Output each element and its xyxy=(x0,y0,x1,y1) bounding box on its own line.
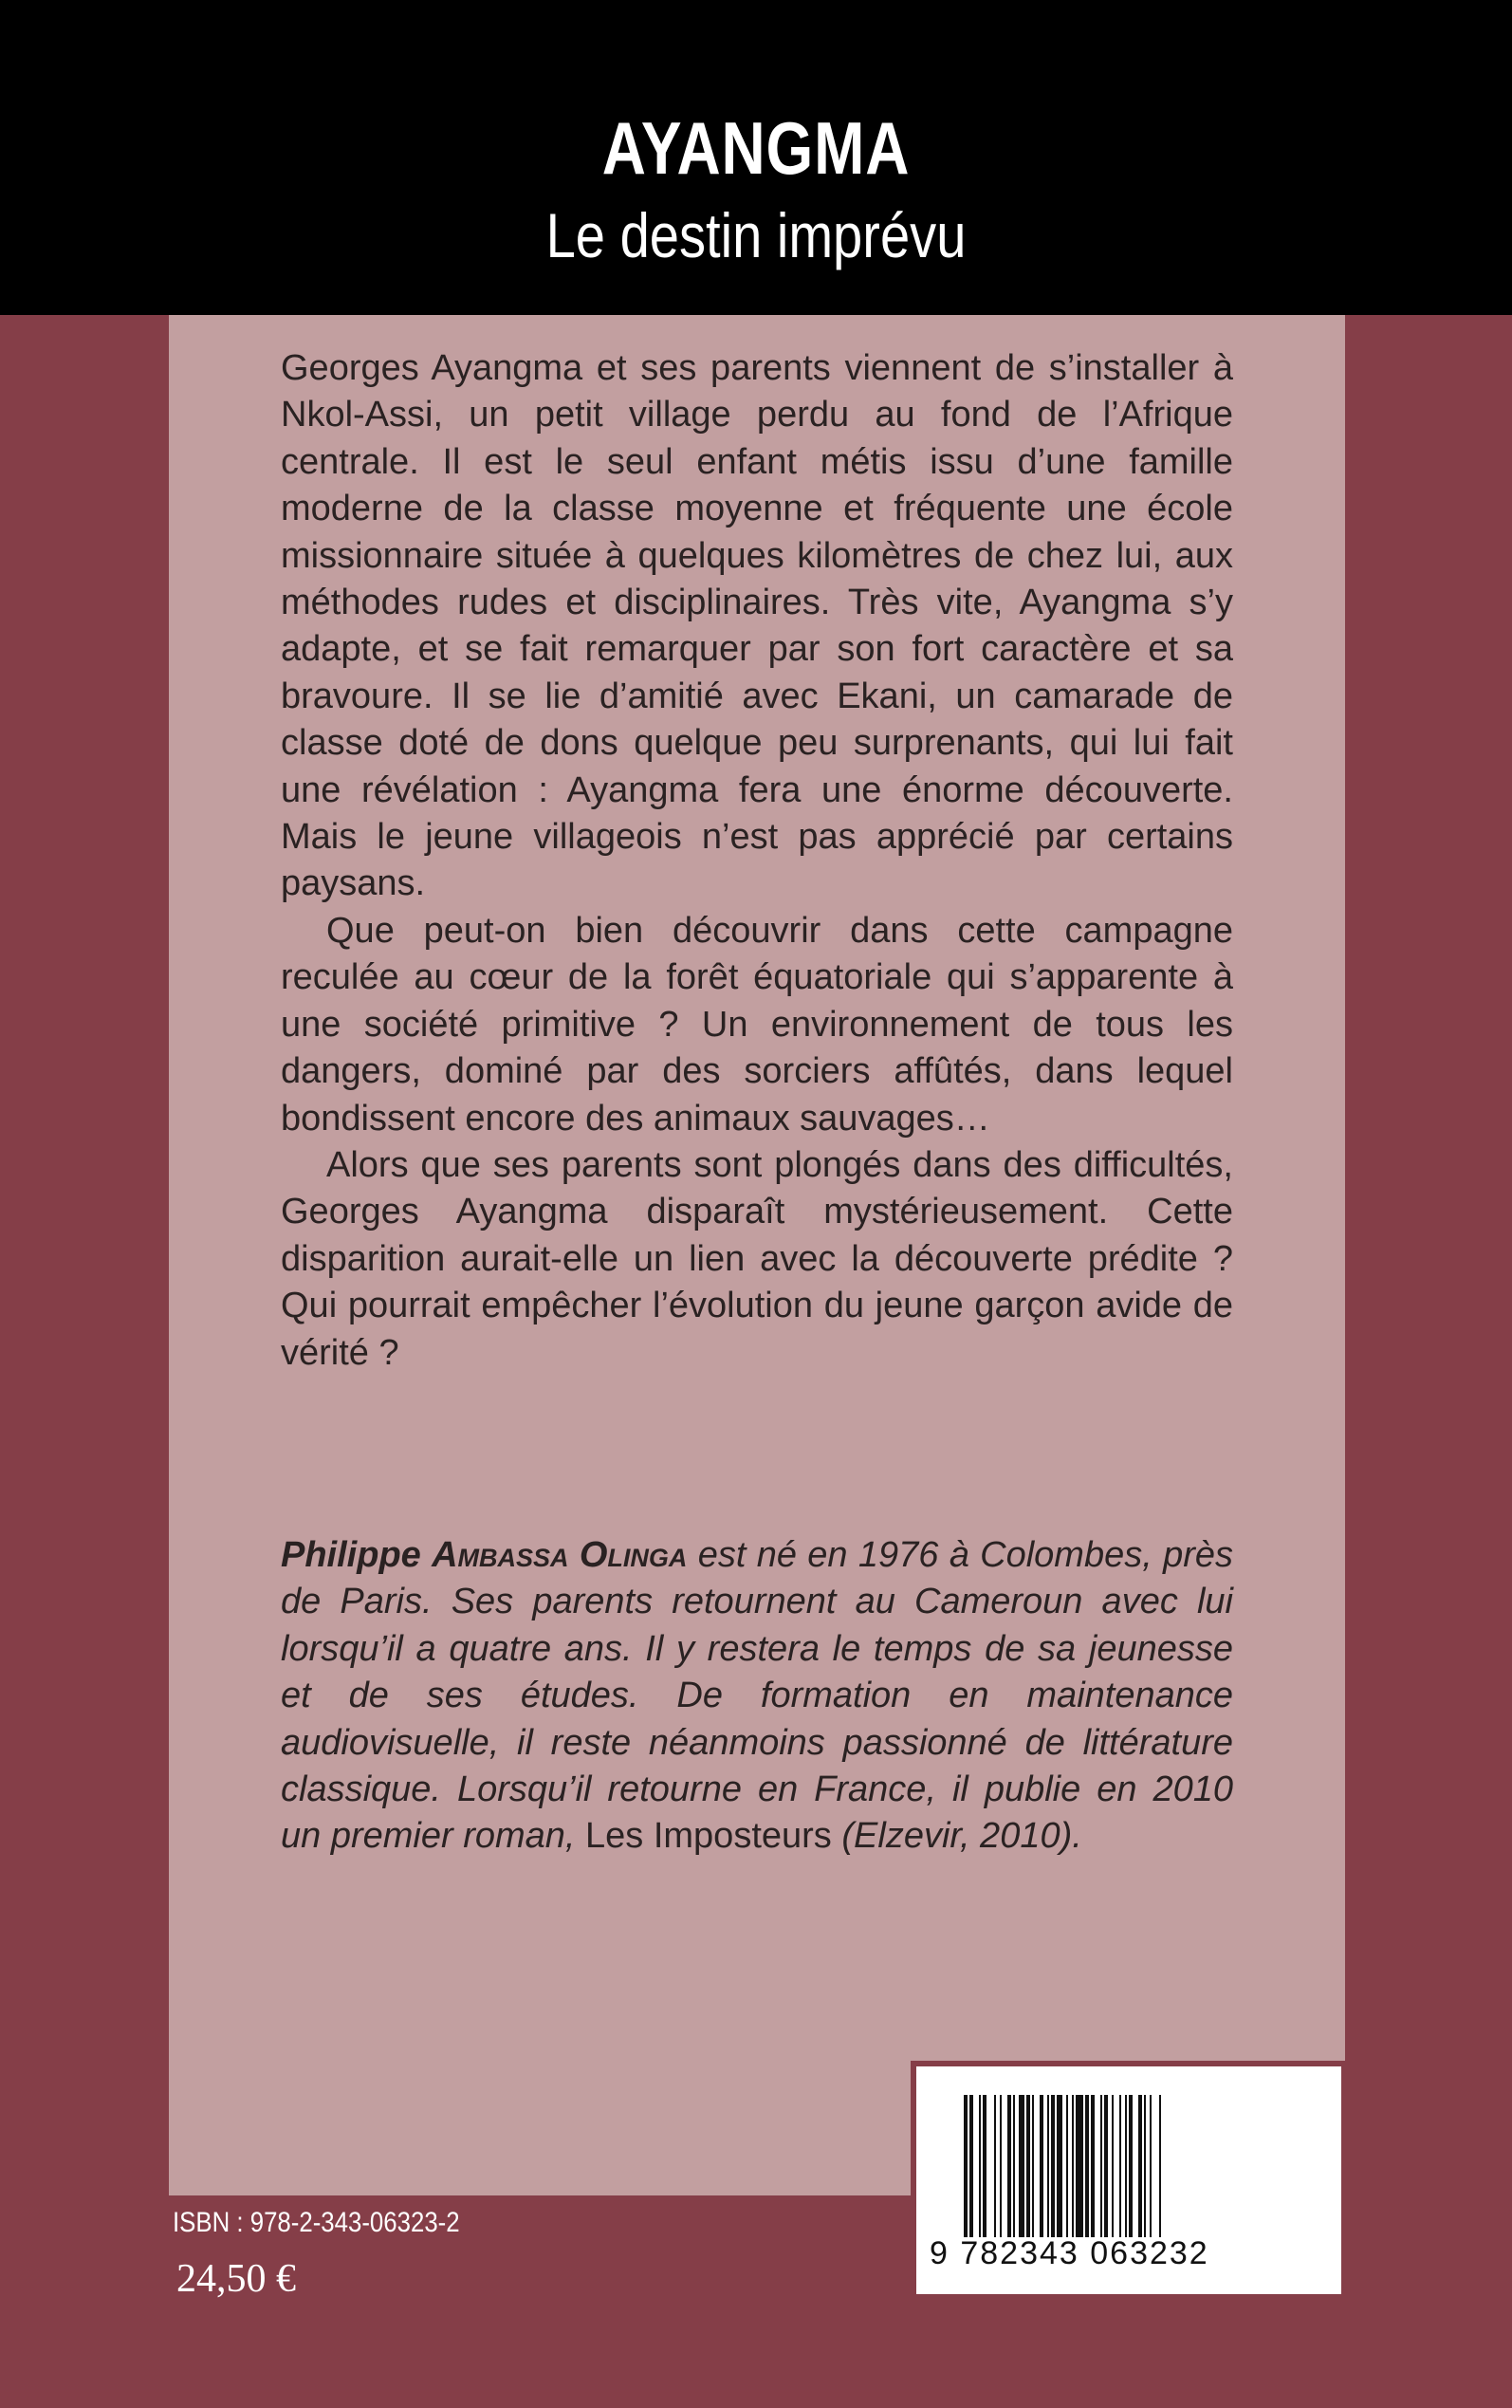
barcode-bar xyxy=(1040,2095,1043,2237)
back-cover-text xyxy=(281,345,1233,1897)
barcode-bar xyxy=(1085,2095,1089,2237)
summary-paragraph: Georges Ayangma et ses parents viennent de s’installer à Nkol-Assi, un petit village perdu au fond de l’Afrique centrale. Il est le seul enfant métis issu d’une famille moderne de la classe moyenne et fréquente une école missionnaire située à quelques kilomètres de chez lui, aux méthodes rudes et disciplinaires. Très vite, Ayangma s’y adapte, et se fait remarquer par son fort caractère et sa bravoure. Il se lie d’amitié avec Ekani, un camarade de classe doté de dons quelque peu surprenants, qui lui fait une révélation : Ayangma fera une énorme découverte. Mais le jeune villageois n’est pas apprécié par certains paysans. xyxy=(281,348,1233,904)
barcode-bar xyxy=(994,2095,996,2237)
barcode-bars xyxy=(964,2095,1305,2237)
barcode-bar xyxy=(1119,2095,1121,2237)
barcode-bar xyxy=(1047,2095,1049,2237)
barcode-bar xyxy=(964,2095,968,2237)
barcode-bar xyxy=(1159,2095,1161,2237)
bio-text-end: (Elzevir, 2010). xyxy=(831,1816,1082,1857)
book-subtitle: Le destin imprévu xyxy=(545,200,967,270)
barcode-bar xyxy=(1129,2095,1133,2237)
barcode xyxy=(911,2061,1347,2300)
isbn: ISBN : 978-2-343-06323-2 xyxy=(173,2207,460,2238)
barcode-bar xyxy=(1026,2095,1030,2237)
title-banner xyxy=(0,0,1512,315)
barcode-bar xyxy=(983,2095,986,2237)
barcode-bar xyxy=(1138,2095,1142,2237)
author-first-name: Philippe xyxy=(281,1534,421,1575)
barcode-bar xyxy=(1066,2095,1068,2237)
barcode-bar xyxy=(1019,2095,1024,2237)
barcode-bar xyxy=(1000,2095,1002,2237)
author-name xyxy=(281,1535,687,1575)
barcode-bar xyxy=(1072,2095,1074,2237)
barcode-bar xyxy=(1076,2095,1083,2237)
barcode-digits: 9 782343 063232 xyxy=(930,2235,1209,2271)
barcode-bar xyxy=(1007,2095,1011,2237)
barcode-bar xyxy=(1051,2095,1055,2237)
barcode-bar xyxy=(1057,2095,1062,2237)
author-bio xyxy=(281,1532,1233,1861)
summary-paragraph: Alors que ses parents sont plongés dans des difficultés, Georges Ayangma disparaît mystérieusement. Cette disparition aurait-elle un lien avec la découverte prédite ? Qui pourrait empêcher l’évolution du jeune garçon avide de vérité ? xyxy=(281,1144,1233,1373)
barcode-bar xyxy=(1091,2095,1095,2237)
barcode-bar xyxy=(969,2095,973,2237)
barcode-bar xyxy=(1125,2095,1127,2237)
previous-book-title: Les Imposteurs xyxy=(585,1816,832,1857)
barcode-bar xyxy=(979,2095,981,2237)
barcode-bar xyxy=(1150,2095,1152,2237)
barcode-bar xyxy=(1144,2095,1146,2237)
price: 24,50 € xyxy=(176,2257,296,2301)
barcode-bar xyxy=(1013,2095,1015,2237)
barcode-bar xyxy=(1032,2095,1034,2237)
barcode-bar xyxy=(1112,2095,1114,2237)
barcode-bar xyxy=(1100,2095,1102,2237)
bio-text: est né en 1976 à Colombes, près de Paris. Ses parents retournent au Cameroun avec lui lorsqu’il a quatre ans. Il y restera le temps de sa jeunesse et de ses études. De formation en maintenance audiovisuelle, il reste néanmoins passionné de littérature classique. Lorsqu’il retourne en France, il publie en 2010 un premier roman, xyxy=(281,1534,1234,1857)
book-title: AYANGMA xyxy=(601,106,911,190)
author-last-name: Ambassa Olinga xyxy=(432,1534,688,1575)
summary-paragraph: Que peut-on bien découvrir dans cette campagne reculée au cœur de la forêt équatoriale qui s’apparente à une société primitive ? Un environnement de tous les dangers, dominé par des sorciers affûtés, dans lequel bondissent encore des animaux sauvages… xyxy=(281,910,1233,1139)
barcode-bar xyxy=(1104,2095,1108,2237)
